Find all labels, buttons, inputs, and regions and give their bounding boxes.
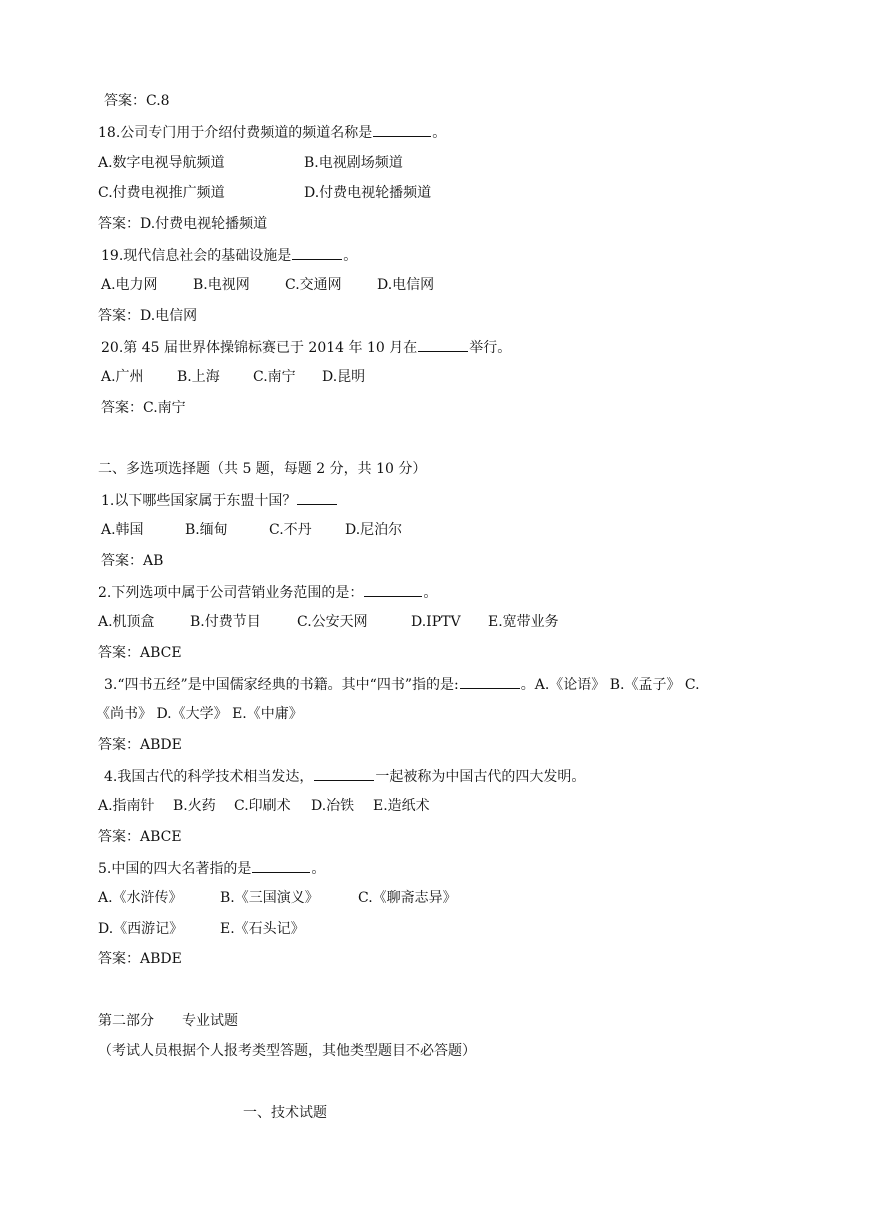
options-row bbox=[98, 612, 559, 632]
option-d: D.电信网 bbox=[377, 277, 435, 293]
option-b: B.电视剧场频道 bbox=[304, 155, 403, 171]
question-19 bbox=[101, 245, 357, 265]
option-c: C.南宁 bbox=[253, 369, 296, 385]
option-e: E.宽带业务 bbox=[488, 614, 559, 630]
option-a: A.电力网 bbox=[101, 277, 158, 293]
multi-question-2 bbox=[98, 582, 437, 602]
option-d: D.尼泊尔 bbox=[345, 522, 403, 538]
question-stem-end: 。 bbox=[343, 248, 358, 264]
options-row bbox=[98, 919, 305, 939]
option-c: C.《聊斋志异》 bbox=[358, 890, 457, 906]
option-a: A.机顶盒 bbox=[98, 614, 155, 630]
options-row bbox=[98, 183, 431, 203]
multi-question-1 bbox=[101, 490, 338, 510]
answer-q17: 答案：C.8 bbox=[104, 93, 170, 109]
question-stem-end: 举行。 bbox=[469, 340, 512, 356]
answer-blank bbox=[252, 858, 310, 873]
option-e: E.《石头记》 bbox=[220, 921, 305, 937]
option-e: E.造纸术 bbox=[373, 798, 430, 814]
question-stem: 3.“四书五经”是中国儒家经典的书籍。其中“四书”指的是: bbox=[104, 677, 459, 693]
question-stem: 18.公司专门用于介绍付费频道的频道名称是 bbox=[98, 125, 373, 141]
question-stem-end: 一起被称为中国古代的四大发明。 bbox=[375, 769, 586, 785]
option-a: A.指南针 bbox=[98, 798, 155, 814]
multi-question-5 bbox=[98, 858, 325, 878]
options-continued: 《尚书》 D.《大学》 E.《中庸》 bbox=[96, 706, 303, 722]
question-stem: 4.我国古代的科学技术相当发达， bbox=[104, 769, 314, 785]
option-d: D.付费电视轮播频道 bbox=[304, 185, 432, 201]
question-stem-end: 。 bbox=[311, 861, 326, 877]
option-c: C.公安天网 bbox=[297, 614, 368, 630]
answer-q19: 答案：D.电信网 bbox=[98, 308, 198, 324]
option-d: D.IPTV bbox=[411, 614, 461, 630]
option-b: B.缅甸 bbox=[185, 522, 228, 538]
answer-m3: 答案：ABDE bbox=[98, 737, 182, 753]
answer-m2: 答案：ABCE bbox=[98, 645, 182, 661]
option-a: A.数字电视导航频道 bbox=[98, 155, 225, 171]
answer-blank bbox=[364, 582, 422, 597]
answer-blank bbox=[292, 245, 342, 260]
part-note: （考试人员根据个人报考类型答题，其他类型题目不必答题） bbox=[98, 1043, 476, 1059]
option-c: C.不丹 bbox=[269, 522, 312, 538]
option-d: D.《西游记》 bbox=[98, 921, 184, 937]
options-row bbox=[98, 888, 457, 908]
answer-blank bbox=[373, 122, 431, 137]
answer-q20: 答案：C.南宁 bbox=[101, 400, 186, 416]
option-a: A.《水浒传》 bbox=[98, 890, 183, 906]
option-a: A.广州 bbox=[101, 369, 144, 385]
answer-m1: 答案：AB bbox=[101, 553, 164, 569]
answer-blank bbox=[314, 766, 374, 781]
option-d: D.昆明 bbox=[322, 369, 366, 385]
part-title: 第二部分 专业试题 bbox=[98, 1013, 238, 1029]
option-c: C.交通网 bbox=[285, 277, 342, 293]
option-c: C.付费电视推广频道 bbox=[98, 185, 225, 201]
answer-m5: 答案：ABDE bbox=[98, 951, 182, 967]
question-18 bbox=[98, 122, 446, 142]
option-b: B.上海 bbox=[177, 369, 220, 385]
answer-q18: 答案：D.付费电视轮播频道 bbox=[98, 216, 268, 232]
option-d: D.冶铁 bbox=[311, 798, 355, 814]
options-row bbox=[101, 520, 402, 540]
option-c: C.印刷术 bbox=[234, 798, 291, 814]
question-stem-end: 。 bbox=[423, 585, 438, 601]
multi-question-4 bbox=[104, 766, 585, 786]
option-b: B.付费节目 bbox=[190, 614, 261, 630]
question-stem-end: 。A.《论语》 B.《孟子》 C. bbox=[520, 677, 700, 693]
option-b: B.火药 bbox=[173, 798, 216, 814]
multi-question-3 bbox=[104, 674, 700, 694]
options-row bbox=[98, 796, 430, 816]
question-stem: 1.以下哪些国家属于东盟十国？ bbox=[101, 493, 297, 509]
section-heading-technical: 一、技术试题 bbox=[243, 1105, 327, 1121]
answer-m4: 答案：ABCE bbox=[98, 829, 182, 845]
option-b: B.《三国演义》 bbox=[220, 890, 319, 906]
section-heading-multi-choice: 二、多选项选择题（共 5 题，每题 2 分，共 10 分） bbox=[98, 461, 427, 477]
options-row bbox=[101, 367, 365, 387]
option-b: B.电视网 bbox=[193, 277, 250, 293]
options-row bbox=[98, 153, 403, 173]
question-20 bbox=[101, 337, 511, 357]
option-a: A.韩国 bbox=[101, 522, 144, 538]
answer-blank bbox=[418, 337, 468, 352]
question-stem: 5.中国的四大名著指的是 bbox=[98, 861, 252, 877]
question-stem: 19.现代信息社会的基础设施是 bbox=[101, 248, 292, 264]
answer-blank bbox=[460, 674, 520, 689]
answer-blank bbox=[297, 490, 337, 505]
question-stem-end: 。 bbox=[432, 125, 447, 141]
question-stem: 2.下列选项中属于公司营销业务范围的是： bbox=[98, 585, 364, 601]
question-stem: 20.第 45 届世界体操锦标赛已于 2014 年 10 月在 bbox=[101, 340, 418, 356]
options-row bbox=[101, 275, 434, 295]
